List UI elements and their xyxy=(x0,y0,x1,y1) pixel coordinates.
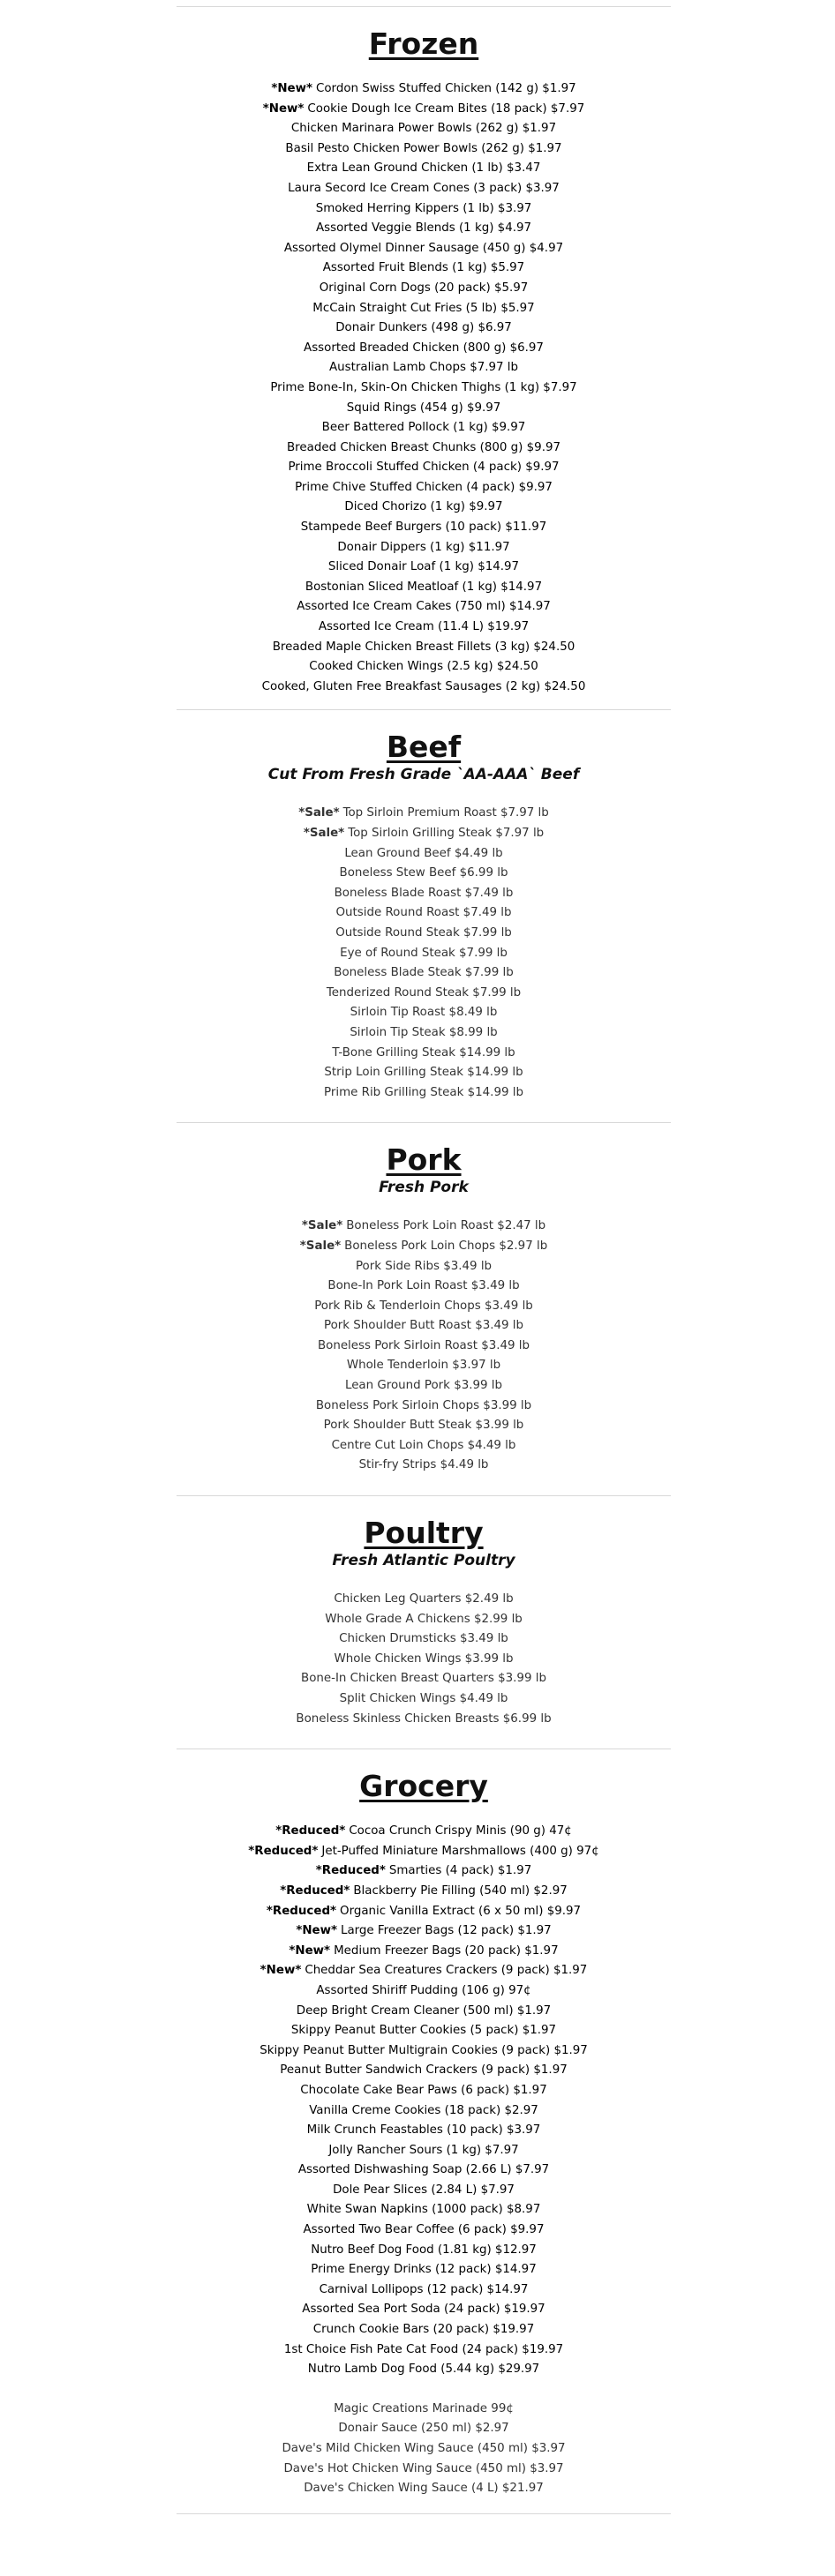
list-item xyxy=(177,657,671,678)
list-item xyxy=(177,2260,671,2280)
item-text: Nutro Lamb Dog Food (5.44 kg) $29.97 xyxy=(307,2363,540,2377)
list-item xyxy=(177,2061,671,2081)
item-text: Centre Cut Loin Chops $4.49 lb xyxy=(331,1438,516,1452)
item-text: 1st Choice Fish Pate Cat Food (24 pack) $19.97 xyxy=(283,2342,564,2356)
item-text: Prime Rib Grilling Steak $14.99 lb xyxy=(324,1085,523,1099)
item-text: Pork Shoulder Butt Roast $3.49 lb xyxy=(323,1319,524,1333)
list-item xyxy=(177,219,671,239)
item-text: Boneless Pork Loin Roast $2.47 lb xyxy=(346,1219,546,1233)
item-text: Lean Ground Beef $4.49 lb xyxy=(344,846,503,860)
list-item xyxy=(177,1044,671,1064)
item-text: Lean Ground Pork $3.99 lb xyxy=(344,1379,503,1393)
beef-items xyxy=(177,804,671,1103)
pork-items xyxy=(177,1217,671,1476)
list-item xyxy=(177,279,671,299)
list-item xyxy=(177,1710,671,1730)
promo-tag: *New* xyxy=(262,101,305,116)
item-text: Skippy Peanut Butter Cookies (5 pack) $1.97 xyxy=(290,2024,557,2038)
list-item xyxy=(177,2160,671,2181)
frozen-items xyxy=(177,79,671,697)
list-item xyxy=(177,903,671,924)
item-text: Cooked, Gluten Free Breakfast Sausages (2 kg) $24.50 xyxy=(261,679,586,693)
item-text: Pork Shoulder Butt Steak $3.99 lb xyxy=(323,1419,524,1433)
grocery-items xyxy=(177,1822,671,2380)
item-text: Prime Broccoli Stuffed Chicken (4 pack) $9.97 xyxy=(288,461,560,475)
item-text: Outside Round Steak $7.99 lb xyxy=(335,925,512,940)
list-item xyxy=(177,119,671,139)
list-item xyxy=(177,418,671,438)
section-frozen xyxy=(177,7,671,709)
item-text: Milk Crunch Feastables (10 pack) $3.97 xyxy=(306,2123,541,2138)
list-item xyxy=(177,1981,671,2002)
item-text: Stampede Beef Burgers (10 pack) $11.97 xyxy=(300,520,547,535)
item-text: Beer Battered Pollock (1 kg) $9.97 xyxy=(321,421,526,435)
list-item xyxy=(177,1689,671,1710)
list-item xyxy=(177,299,671,319)
item-text: Assorted Dishwashing Soap (2.66 L) $7.97 xyxy=(297,2163,550,2177)
list-item xyxy=(177,1942,671,1962)
section-grocery xyxy=(177,1749,671,2513)
list-item xyxy=(177,1316,671,1337)
list-item xyxy=(177,2400,671,2420)
item-text: Chocolate Cake Bear Paws (6 pack) $1.97 xyxy=(300,2083,547,2097)
grocery-sauce-items xyxy=(177,2400,671,2499)
item-text: Smarties (4 pack) $1.97 xyxy=(388,1864,532,1878)
list-item xyxy=(177,2439,671,2460)
item-text: Cordon Swiss Stuffed Chicken (142 g) $1.97 xyxy=(316,82,576,95)
list-item xyxy=(177,984,671,1004)
section-title-pork: Pork xyxy=(386,1142,462,1178)
list-item xyxy=(177,339,671,359)
item-text: Boneless Skinless Chicken Breasts $6.99 lb xyxy=(296,1711,552,1726)
promo-tag: *Sale* xyxy=(301,1219,343,1233)
item-text: Crunch Cookie Bars (20 pack) $19.97 xyxy=(312,2323,535,2337)
list-item xyxy=(177,2220,671,2241)
item-text: T-Bone Grilling Steak $14.99 lb xyxy=(332,1045,515,1060)
item-text: Pork Rib & Tenderloin Chops $3.49 lb xyxy=(314,1299,533,1313)
item-text: Sirloin Tip Roast $8.49 lb xyxy=(350,1006,498,1020)
list-item xyxy=(177,378,671,399)
item-text: Boneless Blade Steak $7.99 lb xyxy=(334,966,514,980)
list-item xyxy=(177,963,671,984)
item-text: Cooked Chicken Wings (2.5 kg) $24.50 xyxy=(309,660,538,674)
item-text: Cocoa Crunch Crispy Minis (90 g) 47¢ xyxy=(349,1824,572,1838)
item-text: Dave's Chicken Wing Sauce (4 L) $21.97 xyxy=(304,2482,544,2496)
list-item xyxy=(177,844,671,865)
promo-tag: *New* xyxy=(271,82,313,95)
item-text: Medium Freezer Bags (20 pack) $1.97 xyxy=(334,1943,559,1958)
list-item xyxy=(177,258,671,279)
list-item xyxy=(177,2460,671,2480)
item-text: Eye of Round Steak $7.99 lb xyxy=(340,946,508,960)
list-item xyxy=(177,578,671,598)
list-item xyxy=(177,2021,671,2041)
item-text: McCain Straight Cut Fries (5 lb) $5.97 xyxy=(312,301,535,315)
section-title-beef: Beef xyxy=(386,730,462,765)
item-text: Assorted Fruit Blends (1 kg) $5.97 xyxy=(322,261,525,275)
list-item xyxy=(177,159,671,179)
item-text: Vanilla Creme Cookies (18 pack) $2.97 xyxy=(309,2103,538,2117)
list-item xyxy=(177,1083,671,1104)
promo-tag: *Reduced* xyxy=(248,1844,319,1858)
list-item xyxy=(177,438,671,459)
item-text: Assorted Shiriff Pudding (106 g) 97¢ xyxy=(316,1983,531,1997)
list-item xyxy=(177,1003,671,1023)
list-item xyxy=(177,1590,671,1610)
poultry-items xyxy=(177,1590,671,1729)
item-text: Donair Dunkers (498 g) $6.97 xyxy=(335,321,512,335)
list-item xyxy=(177,1257,671,1277)
list-item xyxy=(177,1237,671,1257)
section-pork xyxy=(177,1123,671,1495)
item-text: Top Sirloin Grilling Steak $7.97 lb xyxy=(348,827,545,840)
list-item xyxy=(177,1882,671,1902)
list-item xyxy=(177,1961,671,1981)
item-text: Australian Lamb Chops $7.97 lb xyxy=(328,361,518,375)
list-item xyxy=(177,1902,671,1922)
promo-tag: *New* xyxy=(260,1964,302,1978)
item-text: Boneless Pork Sirloin Roast $3.49 lb xyxy=(317,1338,530,1352)
item-text: Donair Dippers (1 kg) $11.97 xyxy=(337,540,510,554)
list-item xyxy=(177,199,671,220)
promo-tag: *Sale* xyxy=(303,827,345,840)
item-text: Split Chicken Wings $4.49 lb xyxy=(339,1692,508,1705)
list-item xyxy=(177,1456,671,1476)
item-text: Diced Chorizo (1 kg) $9.97 xyxy=(344,500,503,514)
flyer-column xyxy=(177,0,671,2514)
promo-tag: *Reduced* xyxy=(266,1904,337,1918)
item-text: Tenderized Round Steak $7.99 lb xyxy=(326,985,522,1000)
item-text: Extra Lean Ground Chicken (1 lb) $3.47 xyxy=(306,161,541,176)
list-item xyxy=(177,2081,671,2101)
list-item xyxy=(177,638,671,658)
item-text: Whole Chicken Wings $3.99 lb xyxy=(334,1651,514,1666)
item-text: Organic Vanilla Extract (6 x 50 ml) $9.97 xyxy=(340,1904,582,1918)
promo-tag: *New* xyxy=(289,1943,331,1958)
item-text: Prime Energy Drinks (12 pack) $14.97 xyxy=(311,2263,537,2277)
list-item xyxy=(177,804,671,824)
list-item xyxy=(177,79,671,100)
list-item xyxy=(177,358,671,378)
promo-tag: *Reduced* xyxy=(275,1824,346,1838)
item-text: Jolly Rancher Sours (1 kg) $7.97 xyxy=(328,2143,519,2157)
item-text: Bone-In Pork Loin Roast $3.49 lb xyxy=(327,1279,520,1293)
list-item xyxy=(177,2280,671,2301)
item-text: Sliced Donair Loaf (1 kg) $14.97 xyxy=(327,560,520,574)
list-item xyxy=(177,2241,671,2261)
item-text: Laura Secord Ice Cream Cones (3 pack) $3.97 xyxy=(288,181,560,195)
list-item xyxy=(177,478,671,498)
list-item xyxy=(177,2121,671,2141)
item-text: Top Sirloin Premium Roast $7.97 lb xyxy=(342,806,549,820)
list-item xyxy=(177,1356,671,1376)
item-text: Squid Rings (454 g) $9.97 xyxy=(346,401,501,415)
list-item xyxy=(177,139,671,160)
section-subtitle-poultry: Fresh Atlantic Poultry xyxy=(332,1552,515,1570)
item-text: Basil Pesto Chicken Power Bowls (262 g) $1.97 xyxy=(285,141,562,155)
item-text: Outside Round Roast $7.49 lb xyxy=(335,906,512,920)
section-title-poultry: Poultry xyxy=(364,1516,484,1551)
section-title-grocery: Grocery xyxy=(359,1769,488,1804)
section-subtitle-beef: Cut From Fresh Grade `AA-AAA` Beef xyxy=(267,766,580,784)
list-item xyxy=(177,179,671,199)
list-item xyxy=(177,518,671,538)
bottom-divider xyxy=(177,2513,671,2514)
list-item xyxy=(177,2002,671,2022)
list-item xyxy=(177,1861,671,1882)
item-text: Large Freezer Bags (12 pack) $1.97 xyxy=(341,1924,552,1938)
item-text: Dole Pear Slices (2.84 L) $7.97 xyxy=(333,2183,515,2197)
list-item xyxy=(177,618,671,638)
list-item xyxy=(177,458,671,478)
list-item xyxy=(177,558,671,578)
list-item xyxy=(177,498,671,518)
item-text: Stir-fry Strips $4.49 lb xyxy=(358,1458,489,1472)
list-item xyxy=(177,2419,671,2439)
item-text: Chicken Marinara Power Bowls (262 g) $1.97 xyxy=(290,122,557,136)
list-item xyxy=(177,1669,671,1689)
list-item xyxy=(177,2181,671,2201)
item-text: Jet-Puffed Miniature Marshmallows (400 g) 97¢ xyxy=(321,1844,599,1858)
item-text: Assorted Two Bear Coffee (6 pack) $9.97 xyxy=(303,2223,545,2237)
section-beef xyxy=(177,710,671,1122)
item-text: Assorted Breaded Chicken (800 g) $6.97 xyxy=(304,341,544,355)
item-text: Cheddar Sea Creatures Crackers (9 pack) $1.97 xyxy=(305,1964,588,1978)
item-text: Assorted Ice Cream (11.4 L) $19.97 xyxy=(318,620,530,634)
section-poultry xyxy=(177,1496,671,1749)
list-item xyxy=(177,2340,671,2361)
list-item xyxy=(177,597,671,618)
item-text: Bostonian Sliced Meatloaf (1 kg) $14.97 xyxy=(305,580,543,594)
item-text: Boneless Pork Loin Chops $2.97 lb xyxy=(344,1239,548,1253)
item-text: Smoked Herring Kippers (1 lb) $3.97 xyxy=(315,201,532,215)
list-item xyxy=(177,399,671,419)
list-item xyxy=(177,1217,671,1237)
list-item xyxy=(177,2320,671,2340)
item-text: Magic Creations Marinade 99¢ xyxy=(334,2401,514,2415)
item-text: White Swan Napkins (1000 pack) $8.97 xyxy=(306,2203,541,2217)
list-item xyxy=(177,1921,671,1942)
item-text: Prime Chive Stuffed Chicken (4 pack) $9.97 xyxy=(295,480,553,494)
item-text: Breaded Chicken Breast Chunks (800 g) $9.97 xyxy=(287,440,560,454)
item-text: Prime Bone-In, Skin-On Chicken Thighs (1 kg) $7.97 xyxy=(270,380,577,394)
list-item xyxy=(177,884,671,904)
item-text: Whole Grade A Chickens $2.99 lb xyxy=(325,1612,523,1626)
list-item xyxy=(177,1629,671,1650)
list-item xyxy=(177,1277,671,1297)
list-item xyxy=(177,2200,671,2220)
list-item xyxy=(177,1297,671,1317)
section-subtitle-pork: Fresh Pork xyxy=(379,1179,469,1197)
item-text: Carnival Lollipops (12 pack) $14.97 xyxy=(319,2282,529,2296)
list-item xyxy=(177,2360,671,2380)
item-text: Boneless Stew Beef $6.99 lb xyxy=(339,866,508,880)
item-text: Bone-In Chicken Breast Quarters $3.99 lb xyxy=(301,1672,546,1686)
promo-tag: *Sale* xyxy=(299,1239,342,1253)
list-item xyxy=(177,924,671,944)
list-item xyxy=(177,1023,671,1044)
list-item xyxy=(177,1650,671,1670)
list-item xyxy=(177,1416,671,1436)
list-item xyxy=(177,1337,671,1357)
item-text: Sirloin Tip Steak $8.99 lb xyxy=(350,1025,498,1039)
item-text: Pork Side Ribs $3.49 lb xyxy=(355,1259,493,1273)
list-item xyxy=(177,678,671,698)
item-text: Chicken Drumsticks $3.49 lb xyxy=(339,1632,508,1646)
item-text: Blackberry Pie Filling (540 ml) $2.97 xyxy=(353,1883,568,1898)
promo-tag: *New* xyxy=(296,1924,337,1938)
item-text: Breaded Maple Chicken Breast Fillets (3 kg) $24.50 xyxy=(272,640,575,654)
item-text: Assorted Sea Port Soda (24 pack) $19.97 xyxy=(302,2303,545,2317)
item-text: Dave's Hot Chicken Wing Sauce (450 ml) $3.97 xyxy=(283,2461,564,2475)
list-item xyxy=(177,1842,671,1862)
list-item xyxy=(177,1376,671,1397)
list-item xyxy=(177,239,671,259)
list-item xyxy=(177,824,671,844)
item-text: Original Corn Dogs (20 pack) $5.97 xyxy=(319,281,529,295)
list-item xyxy=(177,944,671,964)
item-text: Boneless Pork Sirloin Chops $3.99 lb xyxy=(315,1398,532,1412)
item-text: Assorted Ice Cream Cakes (750 ml) $14.97 xyxy=(297,600,551,614)
item-text: Dave's Mild Chicken Wing Sauce (450 ml) $3.97 xyxy=(282,2442,566,2455)
list-item xyxy=(177,2300,671,2320)
list-item xyxy=(177,1436,671,1456)
section-title-frozen: Frozen xyxy=(368,26,479,61)
promo-tag: *Reduced* xyxy=(280,1883,350,1898)
promo-tag: *Reduced* xyxy=(315,1864,386,1878)
list-item xyxy=(177,1063,671,1083)
list-item xyxy=(177,2041,671,2062)
list-item xyxy=(177,2479,671,2499)
item-text: Deep Bright Cream Cleaner (500 ml) $1.97 xyxy=(296,2003,552,2018)
list-item xyxy=(177,2101,671,2122)
list-item xyxy=(177,318,671,339)
item-text: Cookie Dough Ice Cream Bites (18 pack) $7.97 xyxy=(307,101,585,116)
item-text: Assorted Olymel Dinner Sausage (450 g) $4.97 xyxy=(283,241,564,255)
list-item xyxy=(177,2141,671,2161)
item-text: Peanut Butter Sandwich Crackers (9 pack) $1.97 xyxy=(280,2063,568,2078)
item-text: Assorted Veggie Blends (1 kg) $4.97 xyxy=(315,221,532,236)
item-text: Chicken Leg Quarters $2.49 lb xyxy=(334,1592,514,1606)
item-text: Strip Loin Grilling Steak $14.99 lb xyxy=(324,1066,523,1080)
list-item xyxy=(177,1610,671,1630)
item-text: Donair Sauce (250 ml) $2.97 xyxy=(338,2422,509,2436)
list-item xyxy=(177,1822,671,1842)
list-item xyxy=(177,864,671,884)
promo-tag: *Sale* xyxy=(298,806,340,820)
item-text: Nutro Beef Dog Food (1.81 kg) $12.97 xyxy=(311,2243,537,2257)
item-text: Skippy Peanut Butter Multigrain Cookies (9 pack) $1.97 xyxy=(260,2043,588,2057)
list-item xyxy=(177,100,671,120)
item-text: Boneless Blade Roast $7.49 lb xyxy=(334,886,514,900)
item-text: Whole Tenderloin $3.97 lb xyxy=(346,1359,501,1373)
list-item xyxy=(177,1397,671,1417)
list-item xyxy=(177,538,671,558)
